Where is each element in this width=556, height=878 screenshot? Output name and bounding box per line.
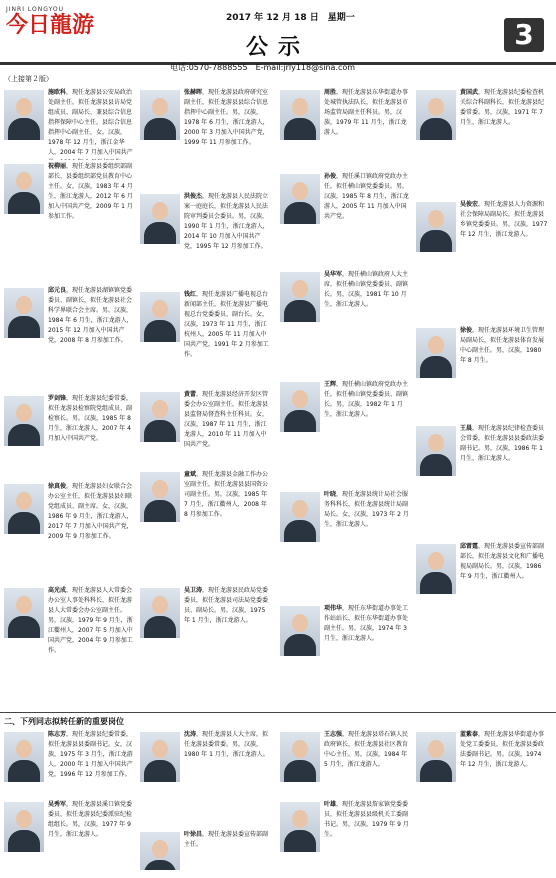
person-bio [184,88,272,190]
issue-date: 2017 年 12 月 18 日 星期一 [226,13,355,23]
portrait-photo [140,90,180,140]
portrait-photo [280,90,320,140]
portrait-photo [140,292,180,342]
person-entry [140,88,272,190]
person-bio [184,470,272,584]
person-entry [280,380,412,488]
person-name: 徐俊 [460,327,473,334]
person-entry [280,604,412,708]
person-entry [140,290,272,388]
person-bio [48,88,136,160]
person-entry [140,730,272,828]
person-bio [48,394,136,480]
person-entry [140,830,272,870]
person-name: 王晨 [460,425,473,432]
person-bio [460,730,548,866]
portrait-photo [280,382,320,432]
portrait-photo [416,328,456,378]
person-bio [48,482,136,584]
person-bio [460,200,548,324]
person-name: 张赫晖 [184,89,203,96]
portrait-photo [280,802,320,852]
person-bio [184,586,272,702]
portrait-photo [4,588,44,638]
person-entry [4,286,136,392]
person-name: 祝柳丽 [48,163,67,170]
person-bio [324,88,412,170]
person-bio [460,542,548,702]
person-description: ，现任龙游县东华街道办事处城管执法队长，拟任龙游县市场监管局副主任科员。男，汉族，1979 年 11 月生，浙江龙游人。 [324,89,409,136]
person-description: ，现任龙游县金融工作办公室副主任，拟任龙游县县国资公司副主任。男，汉族，1985 年 7 月生，浙江衢州人，2008 年 8 月参加工作。 [184,471,269,518]
portrait-photo [416,426,456,476]
person-bio [324,490,412,602]
person-name: 陈志芳 [48,731,67,738]
person-description: ，现任龙游县公安局政治处副主任，拟任龙游县县访局党组成员、副局长、兼县综合信息指挥保障中心主任。县综合信息指挥中心副主任，女，汉族，1978 年 12 月生，浙江金华人，2004 年 7 月加入中国共产 [48,89,133,156]
person-entry [280,88,412,170]
person-description: ，现任龙游县经济开发区管委会办公室副主任，拟任龙游县县监督局督查科主任科员。女，汉族，1987 年 11 月生，浙江龙游人，2010 年 11 月加入中国共产党。 [184,391,269,448]
person-entry [416,326,548,422]
person-name: 吴卫涛 [184,587,203,594]
portrait-photo [4,484,44,534]
person-description: ，现任溪口镇政府党政办主任，拟任横山镇党委委员。男，汉族，1985 年 8 月生，浙江龙游人，2005 年 11 月加入中国共产党。 [324,173,409,220]
portrait-photo [416,544,456,594]
masthead [6,6,126,56]
person-description: ，现任龙游县环境卫生管理局副局长，拟任龙游县体育发展中心副主任。男，汉族，1980 年 8 月生。 [460,327,545,364]
person-entry [140,192,272,288]
person-entry [4,482,136,584]
person-name: 罗剑锋 [48,395,67,402]
person-description: ，现任龙游县广播电视总台新闻部主任，拟任龙游县广播电视总台党委委员、副台长。女，汉族，1973 年 11 月生，浙江杭州人，2005 年 11 月加入中国共产党，1991 年 2 月参加工作。 [184,291,269,358]
person-name: 王辉 [324,381,337,388]
person-name: 高光成 [48,587,67,594]
person-name: 孙俊 [324,173,337,180]
person-entry [280,270,412,378]
portrait-photo [4,396,44,446]
portrait-photo [140,588,180,638]
person-entry [140,586,272,702]
person-name: 王志强 [324,731,343,738]
person-bio [324,730,412,798]
masthead-pinyin: JINRI LONGYOU [6,6,65,13]
section-divider [0,712,556,713]
portrait-photo [416,202,456,252]
header [0,0,556,65]
person-name: 蓝紫泰 [460,731,479,738]
person-description: ，现任龙游县委宣传部副主任。 [184,831,269,848]
portrait-photo [280,174,320,224]
person-name: 叶晓 [324,491,337,498]
person-description: ，现任龙游县纪委检查机关综合科副科长，拟任龙游县纪委常委。男，汉族，1971 年 7 月生，浙江龙游人。 [460,89,545,126]
person-name: 钱红 [184,291,197,298]
person-name: 徐真俊 [48,483,67,490]
person-description: ，现任龙游县委组织部副部长、县委组织部党员教育中心主任。女，汉族，1983 年 4 月生，浙江龙游人，2012 年 6 月加入中国共产党，2009 年 1 月参加工作。 [48,163,133,220]
person-bio [460,88,548,198]
page-title: 公示 [246,35,311,60]
person-entry [416,88,548,198]
portrait-photo [140,392,180,442]
person-entry [280,800,412,870]
person-name: 叶徐昌 [184,831,203,838]
person-name: 吴俊宏 [460,201,479,208]
person-bio [324,800,412,870]
portrait-photo [140,194,180,244]
portrait-photo [4,288,44,338]
person-description: ，现任龙游县詹家镇党委委员，拟任龙游县县级机关工委副书记。男，汉族，1979 年 9 月生。 [324,801,409,838]
person-bio [48,800,136,870]
person-description: ，现任龙游县纪委常委，拟任龙游县县委副书记。女，汉族，1975 年 3 月生，浙江龙游人，2000 年 1 月加入中国共产党，1996 年 12 月参加工作。 [48,731,133,778]
person-bio [460,326,548,422]
person-name: 洪俊杰 [184,193,203,200]
person-bio [48,586,136,704]
continued-note: （上接第２版） [4,75,53,83]
person-name: 黄蕾 [184,391,197,398]
person-bio [48,162,136,284]
person-entry [416,424,548,540]
person-entry [4,162,136,284]
person-bio [184,192,272,288]
person-bio [324,380,412,488]
person-description: ，现任龙游县妇女联合会办公室主任，拟任龙游县县妇联党组成员、副主席。女，汉族，1986 年 9 月生，浙江龙游人，2017 年 7 月加入中国共产党，2009 年 9 月参加工作。 [48,483,133,540]
person-name: 邱元良 [48,287,67,294]
person-description: ，现任龙游县华街道办事处党工委委员，拟任龙游县委政法委副书记。男，汉族，1974 年 12 月生，浙江龙游人。 [460,731,545,768]
person-name: 吴秀军 [48,801,67,808]
person-name: 施欧科 [48,89,67,96]
person-entry [280,490,412,602]
person-bio [48,730,136,798]
person-description: ，现任横山镇政府党政办主任，拟任横山镇党委委员、副镇长。男，汉族，1982 年 1 月生，浙江龙游人。 [324,381,409,418]
person-description: ，现任龙游县塔石镇人民政府镇长，拟任龙游县社区教育中心主任。男，汉族，1984 年 5 月生，浙江龙游人。 [324,731,409,768]
person-entry [140,470,272,584]
person-bio [184,290,272,388]
person-bio [184,830,272,870]
person-description: ，现任龙游县人民法院立案一庭庭长，拟任龙游县人民法院审判委员会委员。男，汉族，1990 年 1 月生，浙江龙游人，2014 年 10 月加入中国共产党，1995 年 12 月参加工作。 [184,193,269,250]
person-entry [280,172,412,268]
person-bio [324,172,412,268]
person-name: 项伟华 [324,605,343,612]
person-bio [460,424,548,540]
portrait-photo [4,164,44,214]
person-description: ，现任龙游县委宣传部副部长，拟任龙游县文化和广播电视局副局长。男，汉族，1986 年 9 月生，浙江衢州人。 [460,543,545,580]
person-entry [4,800,136,870]
portrait-photo [4,90,44,140]
portrait-photo [4,732,44,782]
person-entry [4,730,136,798]
person-entry [4,586,136,704]
person-name: 吴华军 [324,271,343,278]
person-name: 黄国武 [460,89,479,96]
person-entry [140,390,272,468]
person-description: ，现任龙游县纪委常委，拟任龙游县检察院党组成员、副检察长。男，汉族，1985 年 8 月生，浙江龙游人，2007 年 4 月加入中国共产党。 [48,395,133,442]
masthead-title: 今日龍游 [6,12,95,38]
person-name: 邱雷霆 [460,543,479,550]
person-description: ，现任龙游县溪口镇党委委员，拟任龙游县纪委派驻纪检组组长。男，汉族，1977 年 9 月生，浙江龙游人。 [48,801,133,838]
person-description: ，现任横山镇政府人大主席，拟任横山镇党委委员、副镇长。男，汉族，1981 年 10 月生，浙江龙游人。 [324,271,409,308]
person-entry [4,394,136,480]
portrait-photo [280,272,320,322]
page-number: 3 [504,18,544,52]
person-description: ，现任龙游县湖镇镇党委委员、副镇长，拟任龙游县社会科学界联合会主席。男，汉族，1984 年 6 月生，浙江龙游人，2015 年 12 月加入中国共产党，2008 年 8 月参加工作。 [48,287,133,344]
section-title: 二、下列同志拟转任新的重要岗位 [4,717,124,726]
person-entry [416,200,548,324]
person-entry [416,542,548,702]
person-description: ，现任龙游县纪律检查委员会常委，拟任龙游县县委政法委副书记。男，汉族，1986 年 1 月生，浙江龙游人。 [460,425,545,462]
portrait-photo [416,90,456,140]
person-bio [184,730,272,828]
person-description: ，现任龙游县统计局社会服务科科长，拟任龙游县统计局副局长。女，汉族，1973 年 2 月生，浙江龙游人。 [324,491,409,528]
person-description: ，现任龙游县人力资源和社会保障局副局长，拟任龙游县乡镇党委委员。男，汉族，1977 年 12 月生，浙江龙游人。 [460,201,548,238]
person-bio [324,604,412,708]
person-description: ，现任东华街道办事处工作站站长，拟任东华街道办事处副主任。男，汉族，1974 年 3 月生，浙江龙游人。 [324,605,409,642]
person-name: 童斌 [184,471,197,478]
person-description: ，现任龙游县民政局党委委员，拟任龙游县司法局党委委员、副局长。男，汉族，1975 年 1 月生，浙江龙游人。 [184,587,269,624]
person-description: ，现任龙游县人大常委会办公室人事处科科长，拟任龙游县人大常委会办公室副主任。男，汉族，1979 年 9 月生，浙江衢州人，2007 年 5 月加入中国共产党，2004 年 9 月参加工作。 [48,587,133,654]
portrait-photo [280,492,320,542]
portrait-photo [140,832,180,870]
person-name: 周胜 [324,89,337,96]
person-description: ，现任龙游县政府研究室副主任，拟任龙游县县综合信息指挥中心副主任。男，汉族，1978 年 6 月生，浙江龙游人，2000 年 3 月加入中国共产党，1999 年 11 月参加工作。 [184,89,269,146]
person-entry [280,730,412,798]
portrait-photo [280,732,320,782]
portrait-photo [280,606,320,656]
person-bio [324,270,412,378]
portrait-photo [416,732,456,782]
person-entry [4,88,136,160]
person-name: 沈涛 [184,731,197,738]
contact-line: 电话:0570-7888555 E-mail:jrly118@sina.com [170,63,356,72]
person-description: ，现任龙游县人大主席，拟任龙游县委常委。男，汉族，1980 年 1 月生，浙江龙游人。 [184,731,269,758]
portrait-photo [4,802,44,852]
person-entry [416,730,548,866]
person-bio [48,286,136,392]
person-name: 叶雄 [324,801,337,808]
person-bio [184,390,272,468]
portrait-photo [140,472,180,522]
portrait-photo [140,732,180,782]
